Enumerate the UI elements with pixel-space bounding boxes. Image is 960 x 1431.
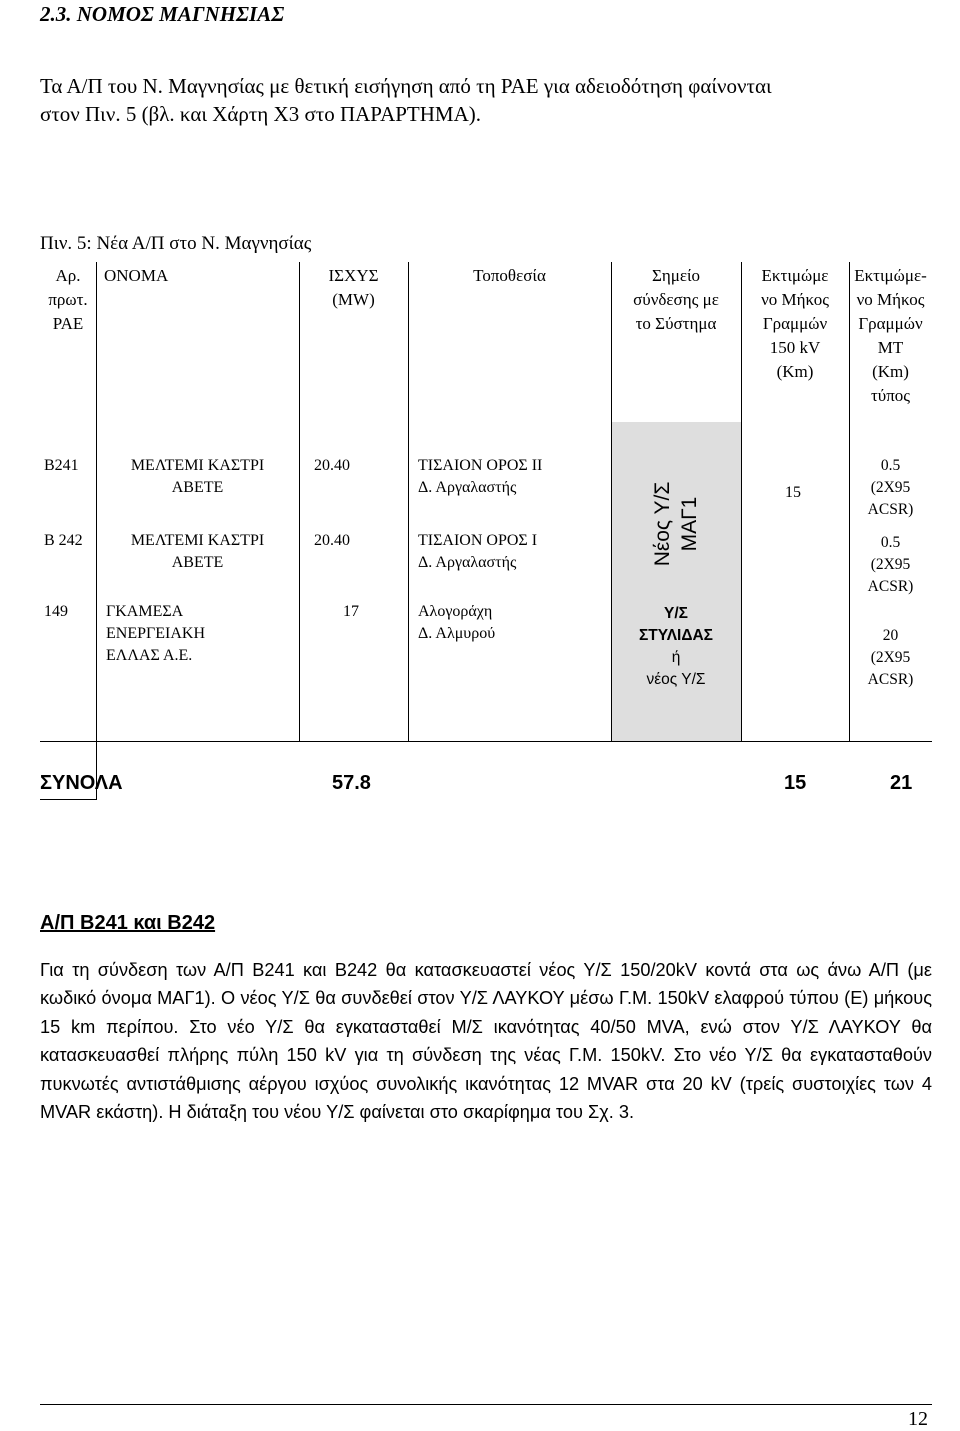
- totals-power: 57.8: [332, 772, 371, 794]
- row1-power: 20.40: [314, 457, 350, 474]
- table-vline: [299, 262, 300, 742]
- row3-length-mt: 20 (2Χ95 ACSR): [867, 627, 914, 688]
- row2-rae: Β 242: [44, 532, 83, 549]
- totals-label: ΣΥΝΟΛΑ: [40, 772, 123, 794]
- header-name: ΟΝΟΜΑ: [104, 266, 169, 285]
- header-rae: Αρ. πρωτ. ΡΑΕ: [48, 266, 88, 333]
- merged-length-150: 15: [785, 484, 801, 501]
- body-heading: Α/Π Β241 και Β242: [40, 912, 216, 934]
- row3-connection: Υ/Σ ΣΤΥΛΙΔΑΣ ή νέος Υ/Σ: [639, 605, 713, 688]
- footer-divider: [40, 1404, 932, 1405]
- header-length-150: Εκτιμώμε νο Μήκος Γραμμών 150 kV (Km): [761, 266, 829, 381]
- totals-length-mt: 21: [890, 772, 913, 794]
- row1-location: ΤΙΣΑΙΟΝ ΟΡΟΣ ΙΙ Δ. Αργαλαστής: [418, 457, 543, 496]
- row1-rae: Β241: [44, 457, 79, 474]
- body-paragraph: Για τη σύνδεση των Α/Π Β241 και Β242 θα κατασκευαστεί νέος Υ/Σ 150/20kV κοντά στα ως άνω Α/Π (με κωδικό όνομα ΜΑΓ1). Ο νέος Υ/Σ θα συνδεθεί στον Υ/Σ ΛΑΥΚΟΥ μέσω Γ.Μ. 150kV ελαφρού τύπου (Ε) μήκους 15 km περίπου. Στο νέο Υ/Σ θα εγκατασταθεί Μ/Σ ικανότητας 40/50 MVA, ενώ στον Υ/Σ ΛΑΥΚΟΥ θα κατασκευασθεί πλήρης πύλη 150 kV για τη σύνδεση της νέας Γ.Μ. 150kV. Στο νέο Υ/Σ θα εγκατασταθούν πυκνωτές αντιστάθμισης αέργου ισχύος συνολικής ικανότητας 12 MVAR στα 20 kV (τρείς συστοιχίες των 4 MVAR εκάστη). Η διάταξη του νέου Υ/Σ φαίνεται στο σκαρίφημα του Σχ. 3.: [40, 960, 932, 1123]
- header-length-mt: Εκτιμώμε- νο Μήκος Γραμμών ΜΤ (Km) τύπος: [854, 266, 927, 405]
- table-hline: [40, 799, 97, 800]
- row3-location: Αλογοράχη Δ. Αλμυρού: [418, 603, 496, 642]
- row3-name: ΓΚΑΜΕΣΑ ΕΝΕΡΓΕΙΑΚΗ ΕΛΛΑΣ Α.Ε.: [106, 603, 206, 664]
- totals-length-150: 15: [784, 772, 807, 794]
- merged-connection-label: Νέος Υ/Σ ΜΑΓ1: [651, 481, 701, 567]
- row1-name: ΜΕΛΤΕΜΙ ΚΑΣΤΡΙ ΑΒΕΤΕ: [130, 457, 265, 496]
- connection-column-shading: [611, 422, 741, 741]
- intro-line-2: στον Πιν. 5 (βλ. και Χάρτη Χ3 στο ΠΑΡΑΡΤΗΜΑ).: [40, 102, 481, 126]
- header-location: Τοποθεσία: [473, 266, 546, 285]
- table-caption: Πιν. 5: Νέα Α/Π στο Ν. Μαγνησίας: [40, 233, 312, 254]
- header-connection: Σημείο σύνδεσης με το Σύστημα: [633, 266, 719, 333]
- table-hline: [40, 741, 932, 742]
- intro-line-1: Τα Α/Π του Ν. Μαγνησίας με θετική εισήγηση από τη ΡΑΕ για αδειοδότηση φαίνονται: [40, 74, 772, 98]
- row3-power: 17: [343, 603, 359, 620]
- row2-location: ΤΙΣΑΙΟΝ ΟΡΟΣ Ι Δ. Αργαλαστής: [418, 532, 538, 571]
- row3-rae: 149: [44, 603, 68, 620]
- page-number: 12: [908, 1408, 928, 1430]
- row2-length-mt: 0.5 (2Χ95 ACSR): [867, 534, 914, 595]
- row2-name: ΜΕΛΤΕΜΙ ΚΑΣΤΡΙ ΑΒΕΤΕ: [130, 532, 265, 571]
- section-title: 2.3. ΝΟΜΟΣ ΜΑΓΝΗΣΙΑΣ: [40, 2, 285, 26]
- table-vline: [408, 262, 409, 742]
- row1-length-mt: 0.5 (2Χ95 ACSR): [867, 457, 914, 518]
- header-power: ΙΣΧΥΣ (MW): [328, 266, 379, 309]
- row2-power: 20.40: [314, 532, 350, 549]
